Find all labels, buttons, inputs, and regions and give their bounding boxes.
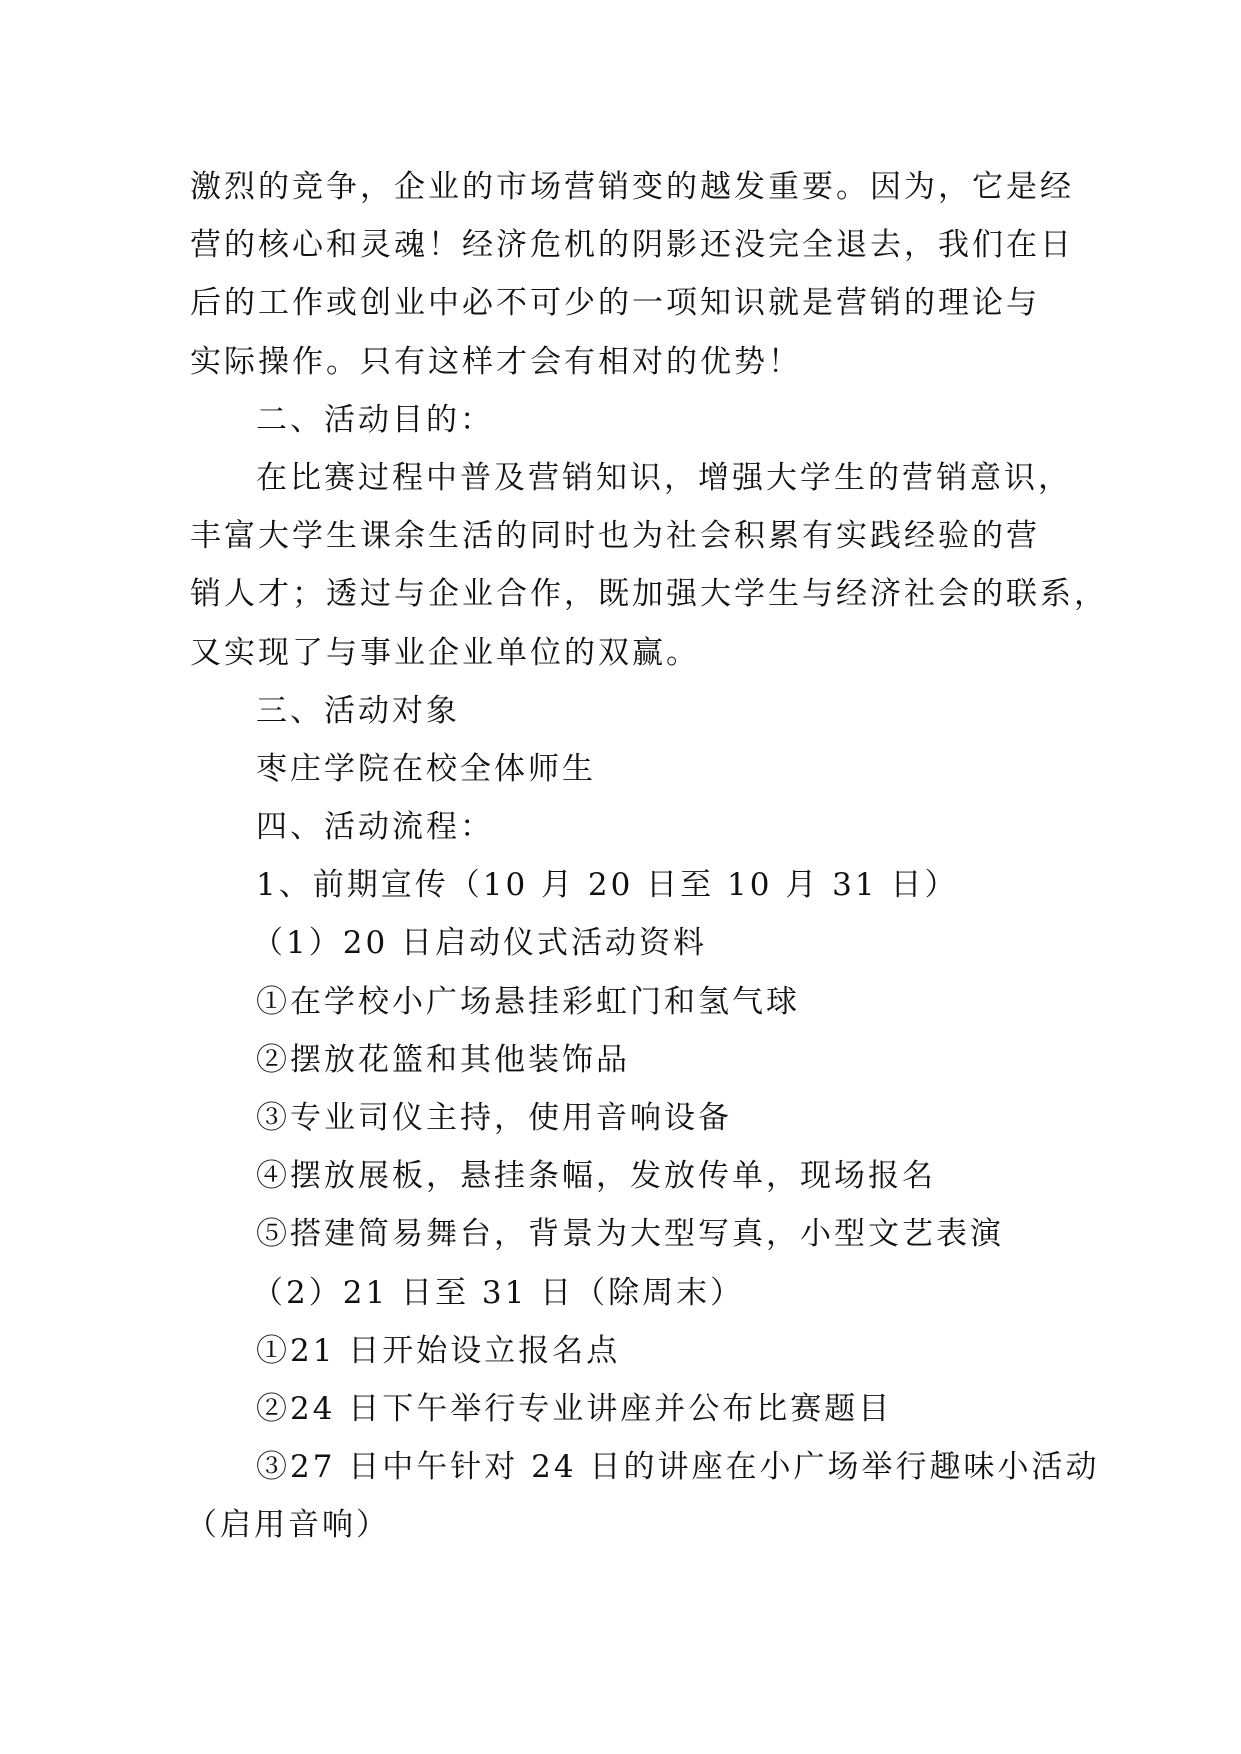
- paragraph-line: （启用音响）: [186, 1507, 390, 1544]
- list-item: 1、前期宣传（10 月 20 日至 10 月 31 日）: [256, 867, 959, 904]
- list-item: ③专业司仪主持，使用音响设备: [256, 1100, 732, 1136]
- section-heading-audience: 三、活动对象: [256, 692, 460, 729]
- list-item: ①在学校小广场悬挂彩虹门和氢气球: [256, 983, 800, 1020]
- list-item: （1）20 日启动仪式活动资料: [252, 925, 708, 962]
- list-item: ②摆放花篮和其他装饰品: [256, 1041, 630, 1078]
- section-heading-process: 四、活动流程：: [256, 809, 494, 846]
- section-heading-purpose: 二、活动目的：: [256, 401, 494, 438]
- paragraph-line: 后的工作或创业中必不可少的一项知识就是营销的理论与: [190, 285, 1040, 322]
- list-item: ①21 日开始设立报名点: [256, 1332, 621, 1369]
- list-item: ⑤搭建简易舞台，背景为大型写真，小型文艺表演: [256, 1216, 1004, 1253]
- paragraph-line: 销人才；透过与企业合作，既加强大学生与经济社会的联系，: [190, 576, 1108, 613]
- paragraph-line: 又实现了与事业企业单位的双赢。: [190, 634, 700, 671]
- list-item: （2）21 日至 31 日（除周末）: [252, 1274, 745, 1311]
- list-item: ②24 日下午举行专业讲座并公布比赛题目: [256, 1390, 893, 1427]
- list-item: ③27 日中午针对 24 日的讲座在小广场举行趣味小活动: [256, 1449, 1100, 1486]
- paragraph-line: 枣庄学院在校全体师生: [256, 750, 596, 787]
- paragraph-line: 在比赛过程中普及营销知识，增强大学生的营销意识，: [256, 459, 1072, 496]
- list-item: ④摆放展板，悬挂条幅，发放传单，现场报名: [256, 1158, 936, 1195]
- paragraph-line: 丰富大学生课余生活的同时也为社会积累有实践经验的营: [190, 518, 1040, 555]
- document-body: [186, 158, 1108, 1555]
- paragraph-line: 激烈的竞争，企业的市场营销变的越发重要。因为，它是经: [190, 169, 1074, 205]
- paragraph-line: 营的核心和灵魂！经济危机的阴影还没完全退去，我们在日: [190, 227, 1074, 264]
- paragraph-line: 实际操作。只有这样才会有相对的优势！: [190, 343, 802, 380]
